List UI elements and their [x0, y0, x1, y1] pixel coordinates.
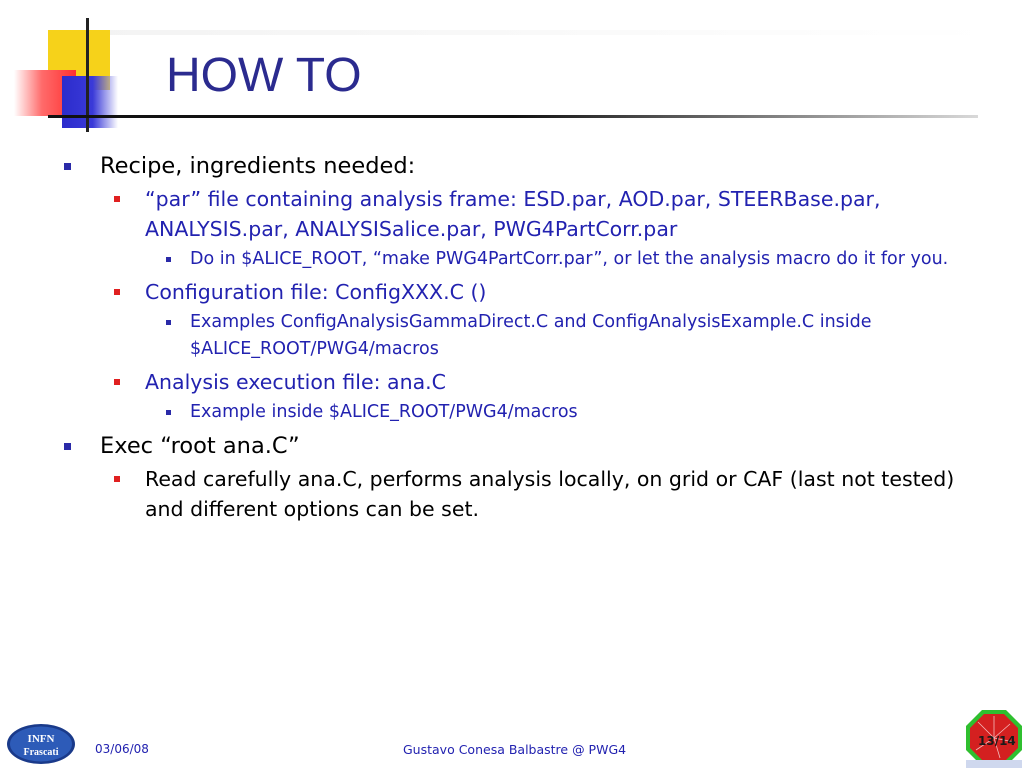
infn-logo-line2: Frascati — [23, 747, 59, 758]
sub-sub-list — [145, 246, 958, 273]
bullet-config-examples — [145, 309, 958, 363]
bullet-text: Analysis execution file: ana.C — [145, 370, 446, 394]
sub-list — [100, 184, 958, 426]
bullet-ana-file — [100, 367, 958, 426]
bullet-par-file — [100, 184, 958, 273]
slide-content — [58, 146, 958, 528]
bullet-read-carefully — [100, 464, 958, 524]
bullet-text: Exec “root ana.C” — [100, 433, 300, 459]
bullet-config-file — [100, 277, 958, 363]
bullet-list — [58, 150, 958, 524]
footer-date: 03/06/08 — [95, 742, 149, 756]
bullet-recipe — [58, 150, 958, 426]
bullet-text: Recipe, ingredients needed: — [100, 153, 416, 179]
bullet-text: Do in $ALICE_ROOT, “make PWG4PartCorr.par”, or let the analysis macro do it for you. — [190, 249, 949, 269]
bullet-exec — [58, 430, 958, 524]
sub-sub-list — [145, 309, 958, 363]
bullet-text: Configuration file: ConfigXXX.C () — [145, 280, 487, 304]
bullet-text: Example inside $ALICE_ROOT/PWG4/macros — [190, 402, 578, 422]
title-underline — [48, 115, 978, 118]
bullet-text: “par” file containing analysis frame: ESD.par, AOD.par, STEERBase.par, ANALYSIS.par, ANALYSISalice.par, PWG4PartCorr.par — [145, 187, 881, 241]
decorative-top-line — [92, 30, 992, 35]
infn-logo-line1: INFN — [27, 733, 55, 745]
sub-sub-list — [145, 399, 958, 426]
slide-title: HOW TO — [166, 49, 362, 102]
bullet-text: Examples ConfigAnalysisGammaDirect.C and ConfigAnalysisExample.C inside $ALICE_ROOT/PWG4/macros — [190, 312, 872, 359]
bullet-make-par — [145, 246, 958, 273]
bullet-ana-example — [145, 399, 958, 426]
decorative-blue-square — [62, 76, 118, 128]
bullet-text: Read carefully ana.C, performs analysis locally, on grid or CAF (last not tested) and different options can be set. — [145, 467, 955, 521]
page-number: 13/14 — [978, 734, 1016, 748]
infn-frascati-logo-icon — [6, 723, 76, 765]
footer-author: Gustavo Conesa Balbastre @ PWG4 — [403, 742, 627, 757]
sub-list — [100, 464, 958, 524]
